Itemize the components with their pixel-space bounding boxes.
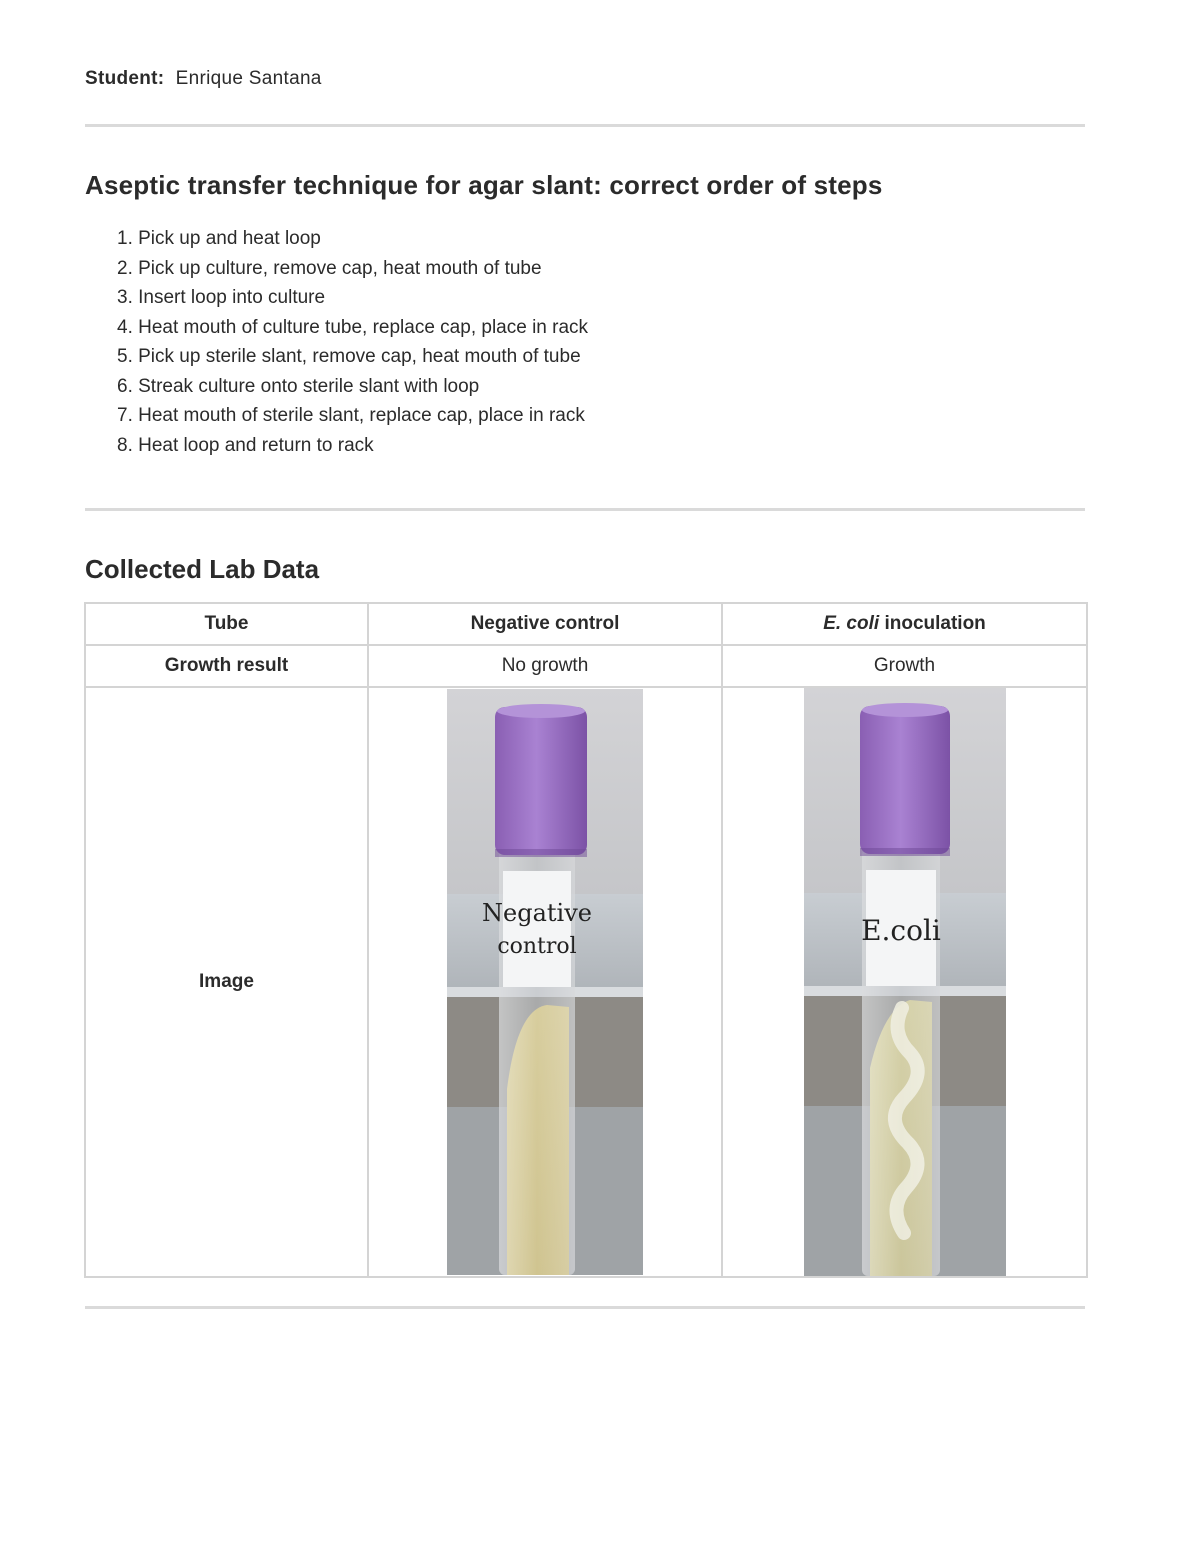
steps-title: Aseptic transfer technique for agar slant: correct order of steps <box>85 170 883 200</box>
list-item: 5. Pick up sterile slant, remove cap, heat mouth of tube <box>117 346 581 367</box>
tube-label-line2: control <box>497 934 577 959</box>
list-item: 3. Insert loop into culture <box>117 287 326 308</box>
header-negative-control: Negative control <box>368 603 722 645</box>
student-line <box>85 68 322 90</box>
table-row <box>85 645 1087 687</box>
header-tube: Tube <box>85 603 368 645</box>
table-row <box>85 687 1087 1277</box>
list-item: 1. Pick up and heat loop <box>117 228 321 249</box>
ecoli-tube-image <box>804 688 1006 1276</box>
list-item: 2. Pick up culture, remove cap, heat mouth of tube <box>117 257 542 279</box>
tube-label <box>503 871 571 987</box>
tube-label-text: E.coli <box>860 914 941 947</box>
divider <box>85 1306 1085 1309</box>
image-cell-negative <box>368 687 722 1277</box>
student-name: Enrique Santana <box>175 68 322 89</box>
image-label: Image <box>85 687 368 1277</box>
student-label: Student: <box>85 68 165 89</box>
list-item: 7. Heat mouth of sterile slant, replace cap, place in rack <box>117 405 585 426</box>
list-item: 6. Streak culture onto sterile slant with loop <box>117 375 480 397</box>
list-item: 4. Heat mouth of culture tube, replace cap, place in rack <box>117 316 589 338</box>
lab-data-title: Collected Lab Data <box>85 554 320 584</box>
divider <box>85 124 1085 127</box>
ecoli-rest: inoculation <box>879 613 986 634</box>
negative-control-tube-image <box>447 689 643 1275</box>
growth-negative: No growth <box>368 645 722 687</box>
lab-data-table <box>84 602 1088 1278</box>
growth-ecoli: Growth <box>722 645 1087 687</box>
tube-cap <box>860 706 950 854</box>
list-item: 8. Heat loop and return to rack <box>117 434 374 456</box>
growth-result-label: Growth result <box>85 645 368 687</box>
ecoli-italic: E. coli <box>823 613 880 634</box>
header-ecoli <box>722 603 1087 645</box>
image-cell-ecoli <box>722 687 1087 1277</box>
table-row <box>85 603 1087 645</box>
tube-label-line1: Negative <box>482 899 592 927</box>
divider <box>85 508 1085 511</box>
tube-cap <box>495 707 587 855</box>
steps-list <box>117 224 588 460</box>
